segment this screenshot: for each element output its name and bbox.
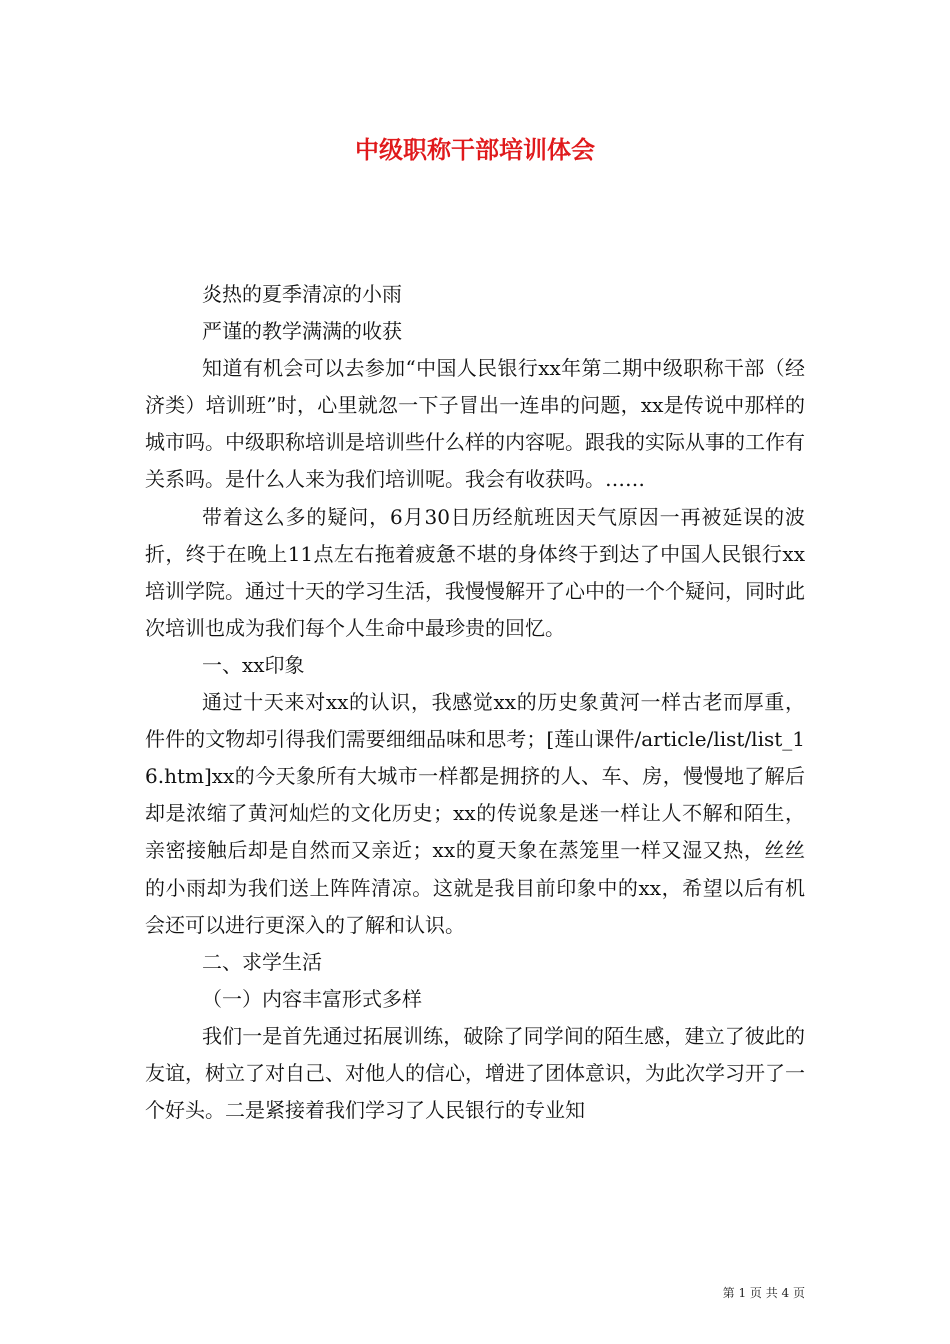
paragraph-6: 我们一是首先通过拓展训练，破除了同学间的陌生感，建立了彼此的友谊，树立了对自己、对他人的信心，增进了团体意识，为此次学习开了一个好头。二是紧接着我们学习了人民银行的专业知 xyxy=(145,1023,805,1123)
document-title: 中级职称干部培训体会 xyxy=(355,135,595,164)
paragraph-1: 炎热的夏季清凉的小雨 xyxy=(202,282,402,306)
paragraph-5: 通过十天来对xx的认识，我感觉xx的历史象黄河一样古老而厚重，件件的文物却引得我们需要细细品味和思考；[莲山课件/article/list/list_16.htm]xx的今天象所有大城市一样都是拥挤的人、车、房，慢慢地了解后却是浓缩了黄河灿烂的文化历史；xx的传说象是迷一样让人不解和陌生，亲密接触后却是自然而又亲近；xx的夏天象在蒸笼里一样又湿又热，丝丝的小雨却为我们送上阵阵清凉。这就是我目前印象中的xx，希望以后有机会还可以进行更深入的了解和认识。 xyxy=(145,690,805,937)
page-footer: 第 1 页 共 4 页 xyxy=(722,1286,805,1300)
paragraph-2: 严谨的教学满满的收获 xyxy=(202,319,402,344)
subsection-heading-1: （一）内容丰富形式多样 xyxy=(202,986,422,1011)
section-heading-1: 一、xx印象 xyxy=(202,652,305,677)
paragraph-3: 知道有机会可以去参加“中国人民银行xx年第二期中级职称干部（经济类）培训班”时，心里就忽一下子冒出一连串的问题，xx是传说中那样的城市吗。中级职称培训是培训些什么样的内容呢。跟我的实际从事的工作有关系吗。是什么人来为我们培训呢。我会有收获吗。…… xyxy=(145,356,805,492)
paragraph-4: 带着这么多的疑问，6月30日历经航班因天气原因一再被延误的波折，终于在晚上11点左右拖着疲惫不堪的身体终于到达了中国人民银行xx培训学院。通过十天的学习生活，我慢慢解开了心中的一个个疑问，同时此次培训也成为我们每个人生命中最珍贵的回忆。 xyxy=(145,504,805,640)
document-body xyxy=(145,276,805,1129)
section-heading-2: 二、求学生活 xyxy=(202,949,322,974)
